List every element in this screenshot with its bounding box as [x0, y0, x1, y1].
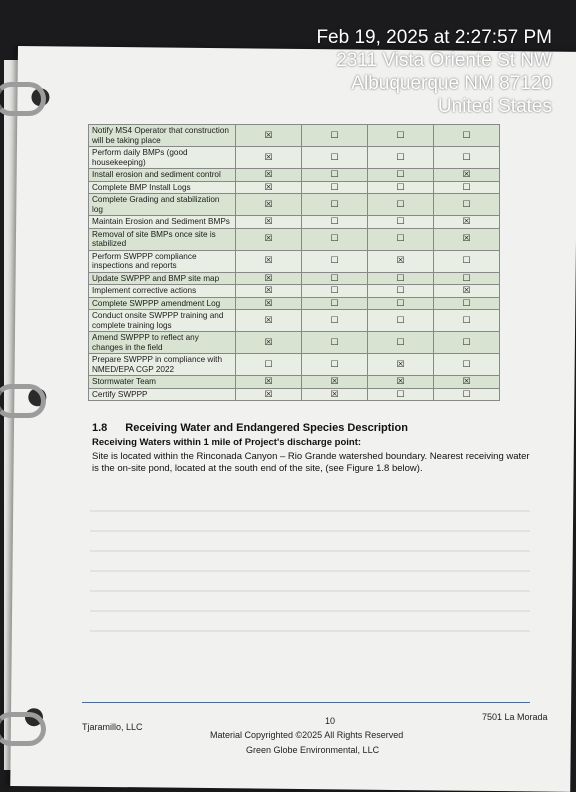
checkbox-cell: ☒ [236, 388, 302, 401]
checkbox-cell: ☐ [368, 125, 434, 147]
checkbox-cell: ☐ [368, 310, 434, 332]
faint-bleedthrough-text [90, 500, 530, 650]
binder-ring-bottom [0, 712, 46, 746]
table-row [89, 332, 500, 354]
checkbox-cell: ☒ [302, 376, 368, 389]
checkbox-cell: ☐ [302, 272, 368, 285]
table-row [89, 297, 500, 310]
checkbox-cell: ☐ [368, 169, 434, 182]
checkbox-cell: ☒ [236, 297, 302, 310]
checkbox-cell: ☐ [434, 250, 500, 272]
table-row [89, 310, 500, 332]
checkbox-cell: ☒ [236, 169, 302, 182]
checkbox-cell: ☒ [368, 354, 434, 376]
task-cell: Notify MS4 Operator that construction will be taking place [89, 125, 236, 147]
checkbox-cell: ☒ [236, 228, 302, 250]
checkbox-cell: ☐ [368, 194, 434, 216]
section-number: 1.8 [92, 422, 108, 434]
checkbox-cell: ☒ [236, 181, 302, 194]
table-row [89, 216, 500, 229]
checkbox-cell: ☒ [302, 388, 368, 401]
checkbox-cell: ☐ [434, 181, 500, 194]
task-cell: Certify SWPPP [89, 388, 236, 401]
table-row [89, 376, 500, 389]
bmp-responsibility-table [88, 124, 500, 401]
checkbox-cell: ☐ [434, 388, 500, 401]
binder-ring-middle [0, 384, 46, 418]
table-row [89, 285, 500, 298]
stamp-datetime: Feb 19, 2025 at 2:27:57 PM [316, 27, 552, 48]
checkbox-cell: ☐ [302, 250, 368, 272]
checkbox-cell: ☒ [236, 272, 302, 285]
checkbox-cell: ☐ [302, 169, 368, 182]
checkbox-cell: ☐ [368, 216, 434, 229]
checkbox-cell: ☐ [434, 332, 500, 354]
checkbox-cell: ☐ [368, 297, 434, 310]
task-cell: Complete BMP Install Logs [89, 181, 236, 194]
checkbox-cell: ☐ [302, 194, 368, 216]
checkbox-cell: ☐ [434, 310, 500, 332]
task-cell: Complete SWPPP amendment Log [89, 297, 236, 310]
checkbox-cell: ☒ [236, 194, 302, 216]
checkbox-cell: ☒ [236, 310, 302, 332]
checkbox-cell: ☒ [236, 147, 302, 169]
checkbox-cell: ☐ [302, 147, 368, 169]
checkbox-cell: ☒ [434, 376, 500, 389]
checkbox-cell: ☐ [368, 228, 434, 250]
checkbox-cell: ☒ [236, 285, 302, 298]
table-row [89, 272, 500, 285]
checkbox-cell: ☐ [434, 354, 500, 376]
footer-left: Tjaramillo, LLC [82, 722, 143, 732]
checkbox-cell: ☐ [302, 181, 368, 194]
table-row [89, 169, 500, 182]
task-cell: Implement corrective actions [89, 285, 236, 298]
checkbox-cell: ☐ [236, 354, 302, 376]
checkbox-cell: ☐ [302, 332, 368, 354]
table-row [89, 228, 500, 250]
photo-timestamp-overlay [316, 26, 552, 118]
task-cell: Complete Grading and stabilization log [89, 194, 236, 216]
checkbox-cell: ☒ [368, 250, 434, 272]
checkbox-cell: ☒ [236, 376, 302, 389]
task-cell: Perform SWPPP compliance inspections and reports [89, 250, 236, 272]
checkbox-cell: ☐ [302, 297, 368, 310]
checkbox-cell: ☐ [368, 272, 434, 285]
task-cell: Install erosion and sediment control [89, 169, 236, 182]
checkbox-cell: ☐ [434, 297, 500, 310]
checkbox-cell: ☐ [302, 125, 368, 147]
checkbox-cell: ☐ [368, 181, 434, 194]
table-row [89, 147, 500, 169]
footer-divider [82, 702, 530, 703]
checkbox-cell: ☐ [434, 125, 500, 147]
binder-ring-top [0, 82, 46, 116]
table-row [89, 388, 500, 401]
checkbox-cell: ☒ [434, 216, 500, 229]
footer-copyright: Material Copyrighted ©2025 All Rights Reserved [210, 730, 404, 740]
checkbox-cell: ☒ [236, 250, 302, 272]
checkbox-cell: ☐ [368, 388, 434, 401]
stamp-street: 2311 Vista Oriente St NW [336, 50, 552, 71]
checkbox-cell: ☒ [236, 332, 302, 354]
checkbox-cell: ☐ [434, 194, 500, 216]
table-row [89, 194, 500, 216]
table-row [89, 354, 500, 376]
stamp-city: Albuquerque NM 87120 [351, 73, 552, 94]
checkbox-cell: ☒ [236, 125, 302, 147]
checkbox-cell: ☒ [368, 376, 434, 389]
task-cell: Update SWPPP and BMP site map [89, 272, 236, 285]
checkbox-cell: ☐ [368, 147, 434, 169]
task-cell: Maintain Erosion and Sediment BMPs [89, 216, 236, 229]
section-body: Site is located within the Rinconada Canyon – Rio Grande watershed boundary. Nearest receiving water is the on-site pond, located at the south end of the site, (see Figure 1.8 below). [92, 451, 530, 474]
footer-page-number: 10 [325, 716, 336, 726]
checkbox-cell: ☒ [434, 228, 500, 250]
checkbox-cell: ☐ [302, 216, 368, 229]
table-row [89, 125, 500, 147]
task-cell: Prepare SWPPP in compliance with NMED/EPA CGP 2022 [89, 354, 236, 376]
task-cell: Conduct onsite SWPPP training and complete training logs [89, 310, 236, 332]
stamp-country: United States [437, 96, 552, 117]
table-row [89, 250, 500, 272]
checkbox-cell: ☐ [302, 310, 368, 332]
checkbox-cell: ☒ [434, 285, 500, 298]
checkbox-cell: ☐ [434, 147, 500, 169]
checkbox-cell: ☒ [236, 216, 302, 229]
footer-right: 7501 La Morada [482, 712, 548, 722]
task-cell: Removal of site BMPs once site is stabilized [89, 228, 236, 250]
checkbox-cell: ☐ [302, 228, 368, 250]
table-row [89, 181, 500, 194]
checkbox-cell: ☐ [302, 354, 368, 376]
checkbox-cell: ☐ [368, 285, 434, 298]
task-cell: Perform daily BMPs (good housekeeping) [89, 147, 236, 169]
task-cell: Amend SWPPP to reflect any changes in the field [89, 332, 236, 354]
receiving-water-section [92, 422, 532, 475]
checkbox-cell: ☒ [434, 169, 500, 182]
footer-company: Green Globe Environmental, LLC [246, 745, 380, 755]
section-heading [92, 422, 532, 434]
section-title: Receiving Water and Endangered Species Description [125, 422, 408, 434]
checkbox-cell: ☐ [434, 272, 500, 285]
task-cell: Stormwater Team [89, 376, 236, 389]
checkbox-cell: ☐ [368, 332, 434, 354]
section-subtitle: Receiving Waters within 1 mile of Project's discharge point: [92, 437, 362, 448]
checkbox-cell: ☐ [302, 285, 368, 298]
